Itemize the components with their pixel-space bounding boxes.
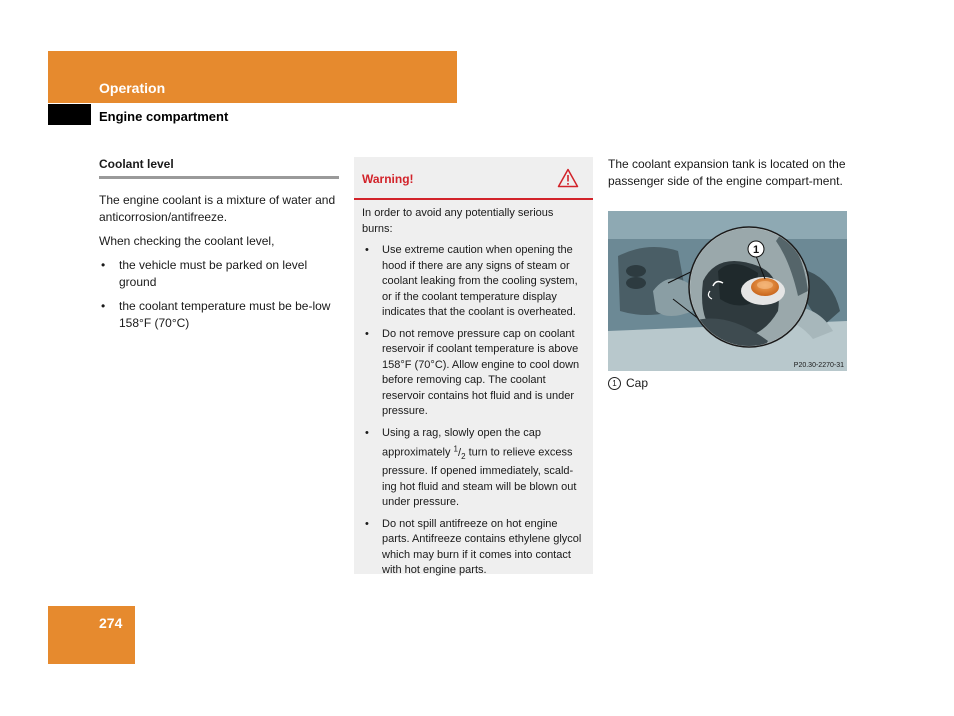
text-segment: turn to relieve excess pressure. If opened immediately, scald-ing hot fluid and steam will be blown out under pressure. [382, 446, 577, 509]
paragraph: When checking the coolant level, [99, 234, 275, 248]
list-item-text: Use extreme caution when opening the hood if there are any signs of steam or coolant leaking from the cooling system, or if the coolant temperature display indicates that the coolant is overheated. [382, 244, 578, 318]
list-item-text [382, 427, 576, 509]
bullet-icon: • [365, 327, 369, 340]
page-number: 274 [99, 615, 123, 631]
list-item-text: the coolant temperature must be be-low 158°F (70°C) [119, 299, 331, 330]
left-column [99, 156, 339, 339]
list-item-text: Do not remove pressure cap on coolant reservoir if coolant temperature is above 158°F (70°C). Allow engine to cool down before removing cap. The coolant reservoir contains hot fluid and is under pressure. [382, 327, 580, 417]
warning-intro: In order to avoid any potentially serious burns: [362, 207, 554, 235]
callout-number: 1 [752, 244, 760, 256]
right-column [608, 156, 848, 190]
caption-number-icon: 1 [608, 377, 621, 390]
list-item [99, 298, 339, 332]
coolant-level-heading: Coolant level [99, 156, 339, 179]
fraction-slash: / [458, 446, 462, 459]
section-title: Operation [99, 80, 166, 96]
list-item [362, 517, 584, 579]
fraction-denominator: 2 [461, 451, 466, 461]
warning-list [362, 243, 584, 579]
figure-caption [608, 376, 648, 390]
warning-title: Warning! [362, 172, 414, 186]
text-segment: Using a rag, slowly open the cap approximately [382, 426, 541, 459]
list-item [362, 243, 584, 321]
warning-box [354, 157, 593, 577]
figure-code: P20.30-2270-31 [793, 362, 844, 369]
bullet-icon: • [101, 258, 106, 272]
warning-header [354, 157, 593, 200]
warning-triangle-icon [557, 168, 579, 188]
warning-body [354, 200, 593, 579]
bullet-icon: • [365, 244, 369, 256]
engine-compartment-photo [608, 211, 847, 371]
list-item [362, 327, 584, 420]
fraction [453, 444, 466, 461]
caption-text: Cap [626, 376, 649, 390]
engine-illustration [608, 211, 847, 371]
subsection-marker [48, 104, 91, 125]
list-item-text: the vehicle must be parked on level ground [119, 258, 308, 289]
subsection-title: Engine compartment [99, 109, 229, 124]
tank-location-text: The coolant expansion tank is located on the passenger side of the engine compart-ment. [608, 157, 846, 188]
bullet-icon: • [101, 299, 106, 313]
fraction-numerator: 1 [453, 444, 458, 453]
bullet-icon: • [365, 517, 369, 530]
bullet-icon: • [365, 426, 369, 439]
list-item-text: Do not spill antifreeze on hot engine parts. Antifreeze contains ethylene glycol which may burn if it comes into contact with hot engine parts. [382, 517, 582, 577]
list-item [99, 257, 339, 291]
bullet-list [99, 257, 339, 332]
paragraph: The engine coolant is a mixture of water and anticorrosion/antifreeze. [99, 193, 336, 224]
list-item [362, 426, 584, 511]
